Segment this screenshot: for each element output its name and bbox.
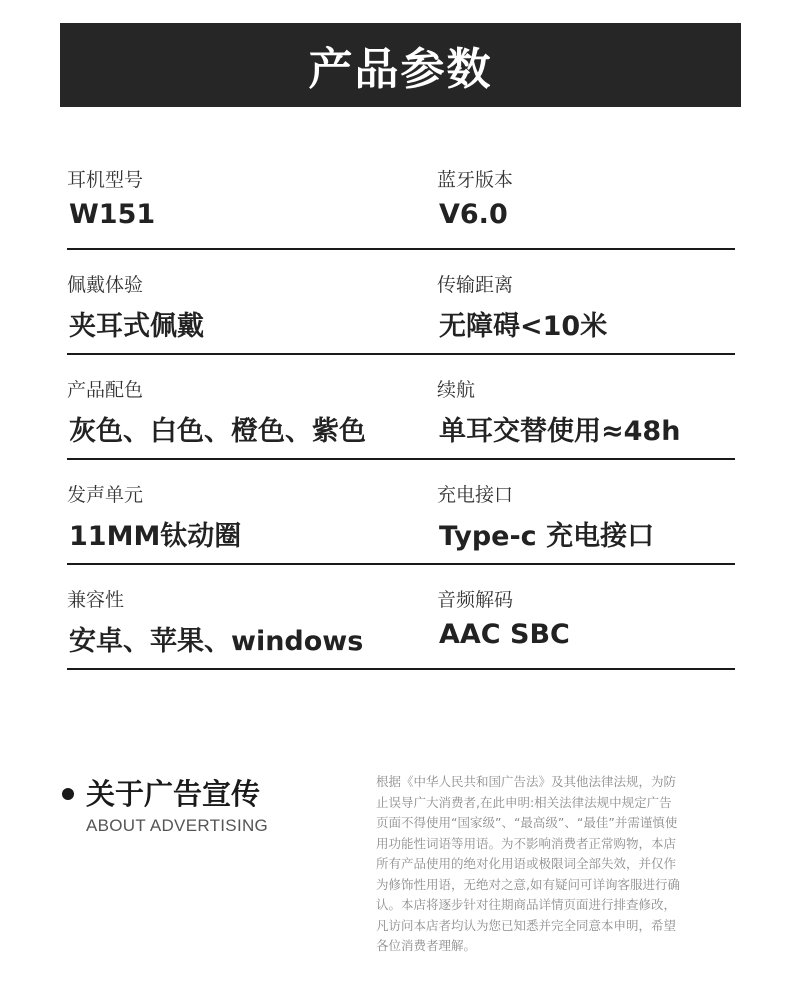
spec-cell-battery bbox=[437, 355, 735, 458]
spec-value: 单耳交替使用≈48h bbox=[439, 416, 681, 447]
spec-cell-compatibility bbox=[67, 565, 437, 668]
spec-value: Type-c 充电接口 bbox=[439, 521, 655, 552]
spec-cell-bluetooth-version bbox=[437, 145, 735, 248]
spec-cell-model bbox=[67, 145, 437, 248]
spec-label: 充电接口 bbox=[437, 484, 514, 506]
spec-row bbox=[67, 250, 735, 355]
spec-row bbox=[67, 565, 735, 670]
bullet-dot-icon bbox=[62, 788, 74, 800]
spec-value: 无障碍<10米 bbox=[439, 311, 608, 342]
spec-label: 发声单元 bbox=[67, 484, 144, 506]
spec-value: 11MM钛动圈 bbox=[69, 521, 242, 552]
advertising-notice-text: 根据《中华人民共和国广告法》及其他法律法规，为防止误导广大消费者,在此申明:相关法律法规中规定广告页面不得使用“国家级”、“最高级”、“最佳”并需谨慎使用功能性词语等用语。为不影响消费者正常购物，本店所有产品使用的绝对化用语或极限词全部失效，并仅作为修饰性用语，无绝对之意,如有疑问可详询客服进行确认。本店将逐步针对往期商品详情页面进行排查修改，凡访问本店者均认为您已知悉并完全同意本申明，希望各位消费者理解。 bbox=[376, 774, 680, 953]
page-title: 产品参数 bbox=[308, 44, 493, 95]
advertising-subtitle: ABOUT ADVERTISING bbox=[86, 816, 269, 835]
spec-row bbox=[67, 460, 735, 565]
spec-cell-range bbox=[437, 250, 735, 353]
spec-cell-driver bbox=[67, 460, 437, 563]
spec-label: 耳机型号 bbox=[67, 169, 144, 191]
spec-value: 夹耳式佩戴 bbox=[69, 311, 204, 342]
spec-row bbox=[67, 145, 735, 250]
spec-cell-codec bbox=[437, 565, 735, 668]
spec-table bbox=[67, 145, 735, 670]
header-banner bbox=[60, 23, 741, 107]
spec-label: 续航 bbox=[437, 379, 476, 401]
spec-value: 灰色、白色、橙色、紫色 bbox=[69, 416, 366, 447]
spec-label: 兼容性 bbox=[67, 589, 125, 611]
spec-label: 产品配色 bbox=[67, 379, 144, 401]
spec-cell-charging-port bbox=[437, 460, 735, 563]
spec-label: 音频解码 bbox=[437, 589, 514, 611]
advertising-notice-section bbox=[60, 772, 740, 982]
spec-label: 佩戴体验 bbox=[67, 274, 144, 296]
spec-value: 安卓、苹果、windows bbox=[69, 626, 364, 657]
spec-value: AAC SBC bbox=[439, 619, 570, 650]
spec-value: V6.0 bbox=[439, 199, 508, 230]
spec-cell-colors bbox=[67, 355, 437, 458]
spec-label: 传输距离 bbox=[437, 274, 514, 296]
spec-value: W151 bbox=[69, 199, 156, 230]
spec-cell-wearing bbox=[67, 250, 437, 353]
advertising-title: 关于广告宣传 bbox=[86, 777, 261, 811]
spec-row bbox=[67, 355, 735, 460]
spec-label: 蓝牙版本 bbox=[437, 169, 514, 191]
